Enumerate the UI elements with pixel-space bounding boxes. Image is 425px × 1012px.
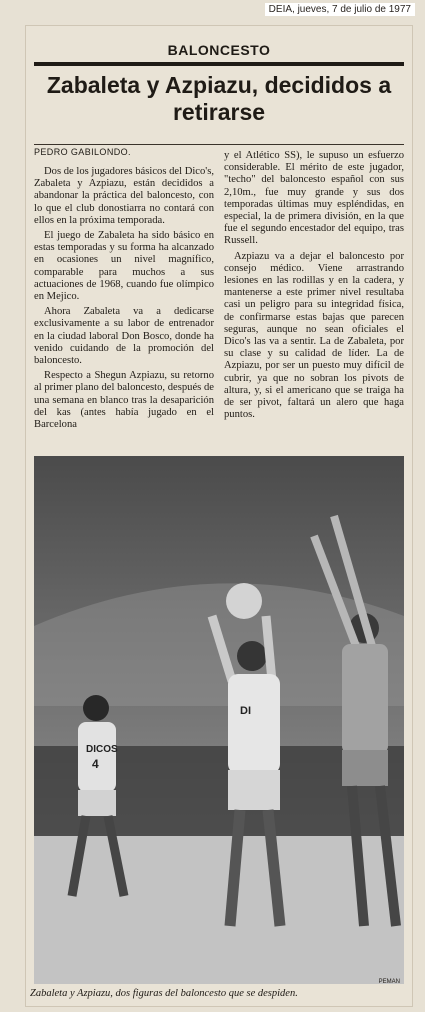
byline: PEDRO GABILONDO. bbox=[34, 147, 131, 157]
photo-illustration bbox=[34, 456, 404, 984]
basketball-photo bbox=[34, 456, 404, 984]
headline: Zabaleta y Azpiazu, decididos a retirarse bbox=[46, 72, 392, 125]
byline-rule bbox=[34, 144, 404, 145]
right-column bbox=[224, 150, 404, 424]
jersey-number: 4 bbox=[92, 757, 99, 771]
jersey-text: DICOS bbox=[86, 744, 118, 755]
paragraph: Dos de los jugadores básicos del Dico's, Zabaleta y Azpiazu, están decididos a abandonar la práctica del baloncesto, con lo que el club donostiarra no contará con ellos en la próxima temporada. bbox=[34, 166, 214, 226]
photo-caption: Zabaleta y Azpiazu, dos figuras del baloncesto que se despiden. bbox=[30, 988, 298, 999]
photo-credit: PEMAN bbox=[378, 979, 400, 985]
left-column bbox=[34, 166, 214, 434]
paragraph: Ahora Zabaleta va a dedicarse exclusivamente a su labor de entrenador en la ciudad laboral Don Bosco, donde ha venido cuidando de la promoción del baloncesto. bbox=[34, 306, 214, 367]
paragraph: Azpiazu va a dejar el baloncesto por consejo médico. Viene arrastrando lesiones en las rodillas y en la cadera, y mantenerse a este primer nivel resultaba casi un peligro para su integridad física, de confirmarse estas bajas que parecen seguras, aunque no sean oficiales el Dico's las va a sentir. La de Zabaleta, por su clase y su calidad de líder. La de Azpiazu, por ser un puesto muy difícil de cubrir, ya que no sobran los pivots de altura, y, si el americano que se traiga ha de ser pivot, faltará un alero que haga puntos. bbox=[224, 250, 404, 421]
paragraph: El juego de Zabaleta ha sido básico en estas temporadas y su forma ha alcanzado en ocasiones un nivel magnífico, comparable para muchos a sus actuaciones de 1968, cuando fue olímpico en Mejico. bbox=[34, 230, 214, 303]
paragraph: y el Atlético SS), le supuso un esfuerzo considerable. El mérito de este jugador, "techo" del baloncesto español con sus 2,10m., fue muy grande y sus dos temporadas últimas muy espléndidas, en especial, la de primera división, en la que fue el segundo encestador del equipo, tras Russell. bbox=[224, 150, 404, 247]
paragraph: Respecto a Shegun Azpiazu, su retorno al primer plano del baloncesto, después de una semana en blanco tras la desaparición del kas (antes había jugado en el Barcelona bbox=[34, 370, 214, 431]
jersey-text: DI bbox=[240, 705, 251, 717]
newspaper-clipping bbox=[26, 26, 412, 1006]
dateline: DEIA, jueves, 7 de julio de 1977 bbox=[265, 3, 415, 16]
section-heading: BALONCESTO bbox=[34, 40, 404, 66]
